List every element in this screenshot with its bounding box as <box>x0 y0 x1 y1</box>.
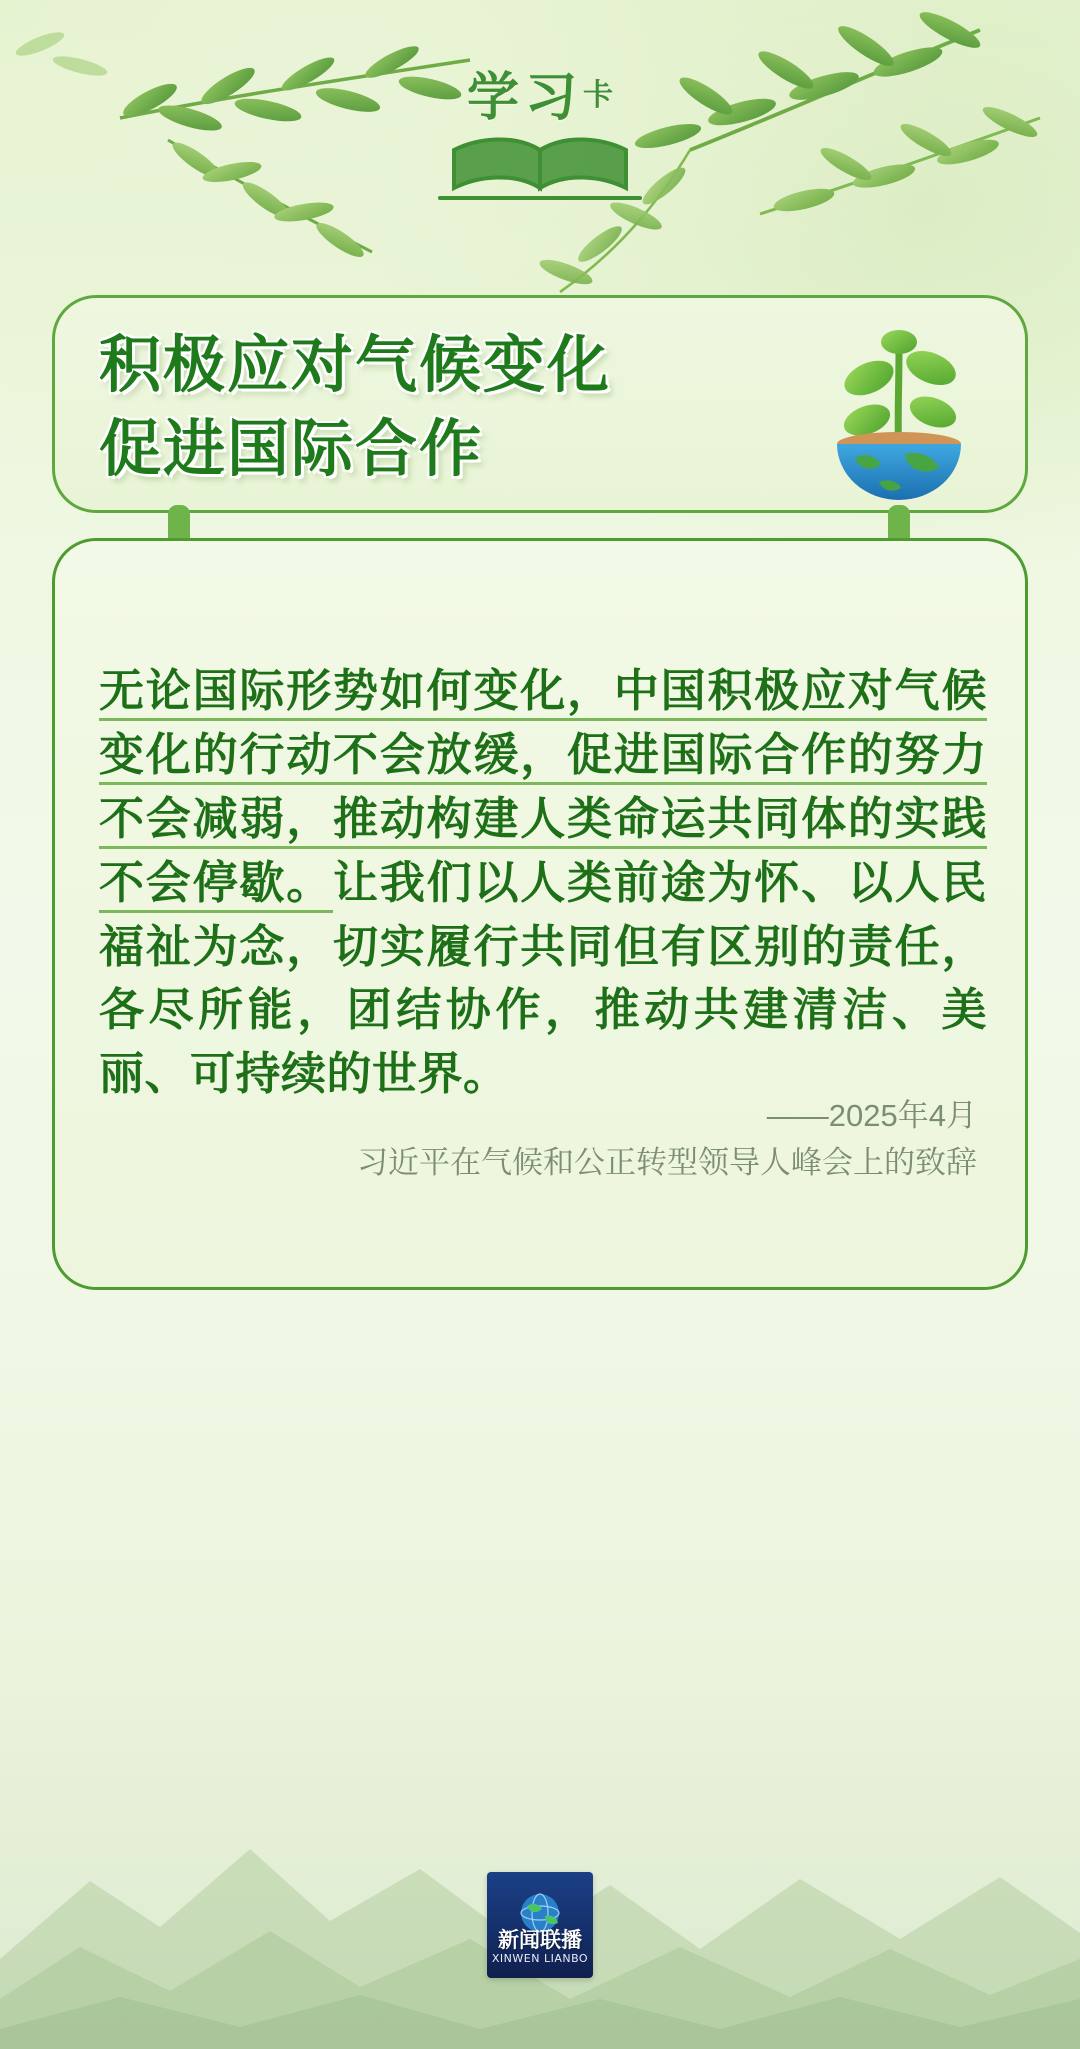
quote-card <box>52 538 1028 1290</box>
channel-name-en: XINWEN LIANBO <box>491 1952 589 1965</box>
emblem-title <box>390 67 690 128</box>
title-line-1: 积极应对气候变化 <box>99 331 612 400</box>
open-book-icon <box>430 130 650 208</box>
title-line-2: 促进国际合作 <box>99 414 484 484</box>
sprout-globe-icon <box>809 312 989 502</box>
attribution-date: ——2025年4月 <box>766 1098 977 1133</box>
emblem-small-char: 卡 <box>583 78 613 113</box>
quote-rest: 让我们以人类前途为怀、以人民福祉为念，切实履行共同但有区别的责任，各尽所能，团结协作，推动共建清洁、美丽、可持续的世界。 <box>99 856 987 1100</box>
quote-underlined: 无论国际形势如何变化，中国积极应对气候变化的行动不会放缓，促进国际合作的努力不会减弱，推动构建人类命运共同体的实践不会停歇。 <box>99 665 987 913</box>
emblem <box>390 67 690 213</box>
channel-logo <box>487 1872 593 1978</box>
attribution-source: 习近平在气候和公正转型领导人峰会上的致辞 <box>357 1144 977 1180</box>
channel-name-cn: 新闻联播 <box>498 1928 582 1952</box>
quote-text <box>99 659 987 1106</box>
emblem-main-chars: 学习 <box>466 67 583 128</box>
page-title <box>99 324 699 491</box>
attribution <box>117 1093 977 1186</box>
title-card <box>52 295 1028 513</box>
